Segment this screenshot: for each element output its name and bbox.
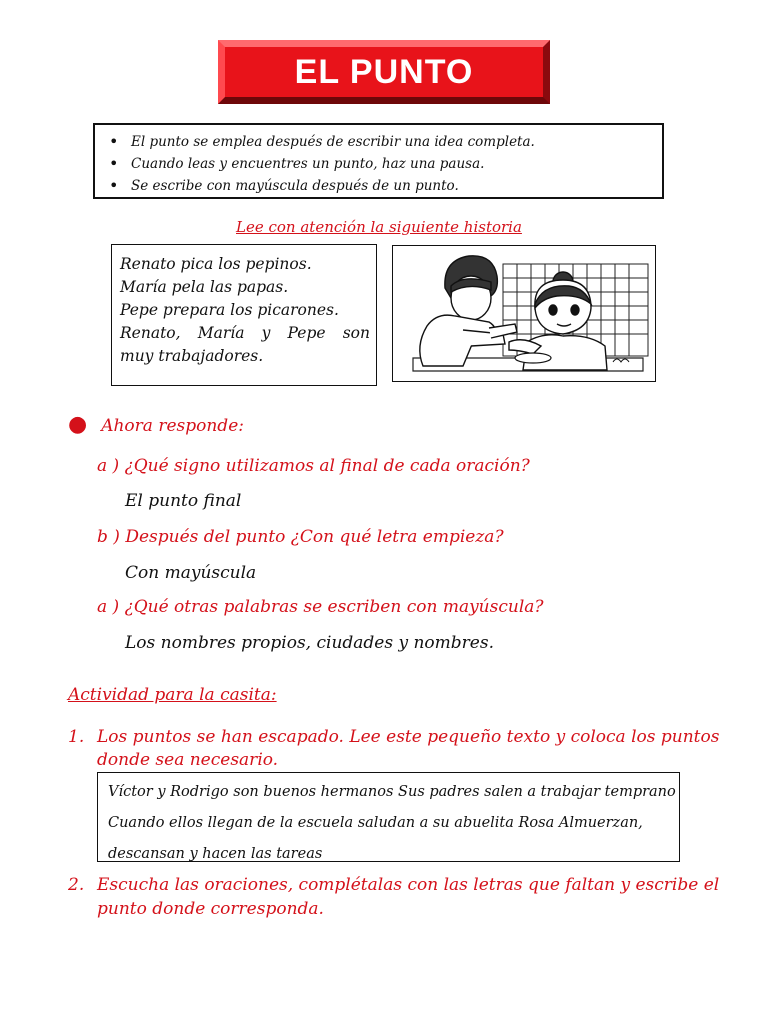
- story-line: Renato pica los pepinos.: [120, 255, 312, 273]
- answer-b: Con mayúscula: [125, 563, 257, 583]
- rules-box: [93, 123, 664, 199]
- story-box: [111, 244, 377, 386]
- answer-a: El punto final: [125, 491, 242, 511]
- activity-line: descansan y hacen las tareas: [108, 846, 323, 862]
- rules-list: [109, 131, 652, 197]
- story-heading: Lee con atención la siguiente historia: [236, 218, 522, 236]
- title-banner: [218, 40, 550, 104]
- task2-line2: punto donde corresponda.: [97, 899, 324, 919]
- question-c: a ) ¿Qué otras palabras se escriben con mayúscula?: [97, 597, 544, 617]
- bullet-icon: ●: [68, 412, 88, 437]
- question-a: a ) ¿Qué signo utilizamos al final de cada oración?: [97, 456, 530, 476]
- activity-heading: Actividad para la casita:: [68, 685, 277, 705]
- task2-number: 2.: [68, 875, 85, 895]
- rule-item: • Se escribe con mayúscula después de un punto.: [109, 175, 652, 197]
- task2-line1: Escucha las oraciones, complétalas con las letras que faltan y escribe el: [97, 875, 720, 895]
- rule-item: • Cuando leas y encuentres un punto, haz una pausa.: [109, 153, 652, 175]
- story-line: Renato, María y Pepe son: [120, 324, 370, 342]
- activity-text-box: [97, 772, 680, 862]
- story-illustration: [392, 245, 656, 382]
- story-line: muy trabajadores.: [120, 347, 264, 365]
- answer-c: Los nombres propios, ciudades y nombres.: [125, 633, 494, 653]
- story-line: Pepe prepara los picarones.: [120, 301, 339, 319]
- children-cooking-illustration: [393, 246, 654, 380]
- task1-line2: donde sea necesario.: [97, 750, 279, 770]
- respond-text: Ahora responde:: [101, 416, 244, 436]
- activity-line: Víctor y Rodrigo son buenos hermanos Sus padres salen a trabajar temprano: [108, 784, 676, 800]
- task1-line1: Los puntos se han escapado. Lee este pequeño texto y coloca los puntos: [97, 727, 720, 747]
- page-title: EL PUNTO: [294, 52, 474, 91]
- respond-label: [68, 412, 244, 437]
- rule-item: • El punto se emplea después de escribir una idea completa.: [109, 131, 652, 153]
- story-line: María pela las papas.: [120, 278, 289, 296]
- question-b: b ) Después del punto ¿Con qué letra empieza?: [97, 527, 504, 547]
- activity-line: Cuando ellos llegan de la escuela saludan a su abuelita Rosa Almuerzan,: [108, 815, 643, 831]
- task1-number: 1.: [68, 727, 85, 747]
